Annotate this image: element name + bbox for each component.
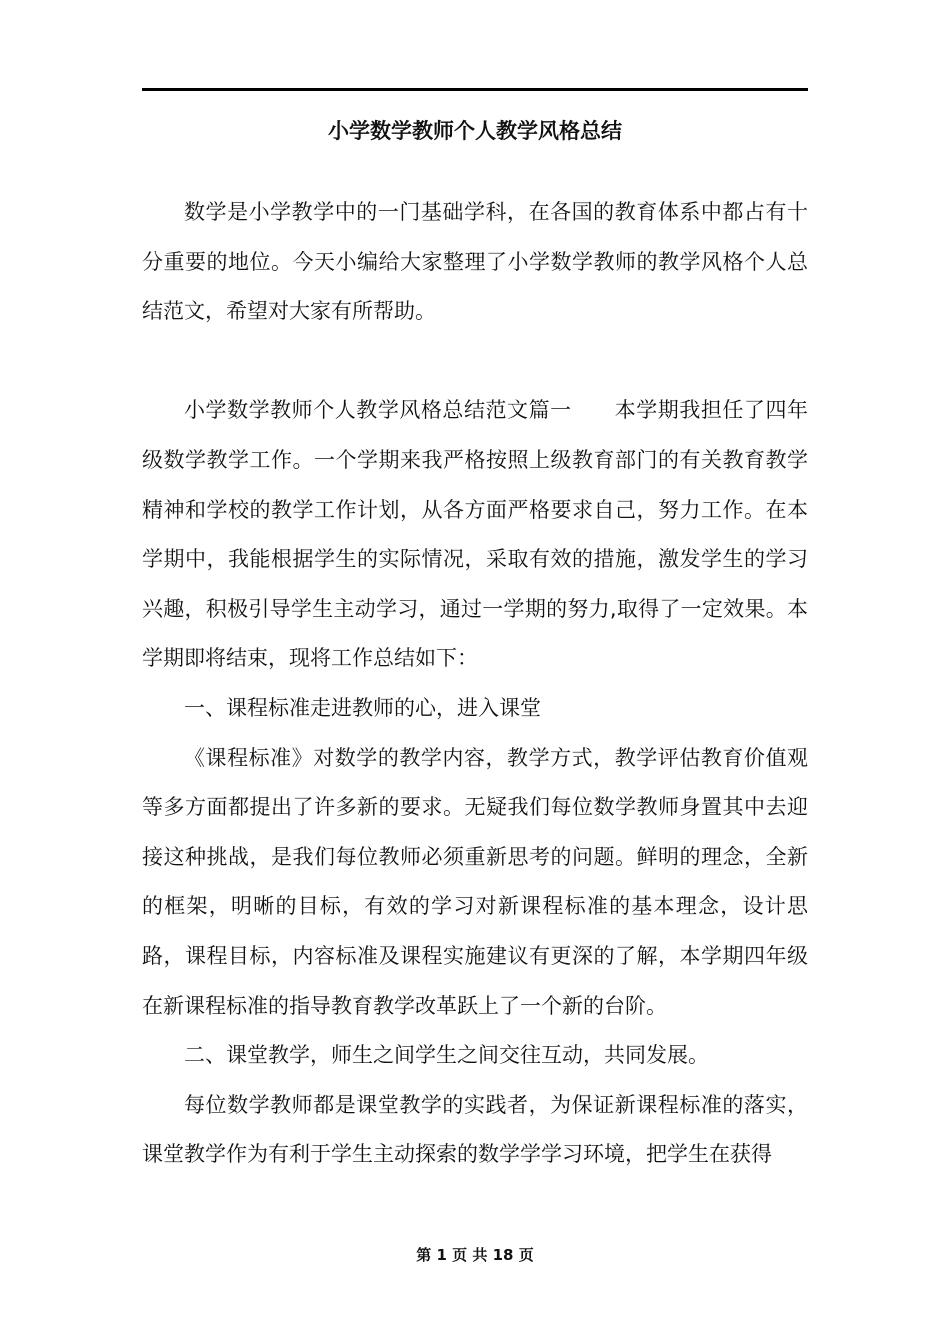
document-body (142, 188, 808, 1180)
header-rule (142, 88, 808, 91)
page-number-footer: 第 1 页 共 18 页 (416, 1246, 534, 1264)
section-one-paragraph: 小学数学教师个人教学风格总结范文篇一 本学期我担任了四年级数学教学工作。一个学期来我严格按照上级教育部门的有关教育教学精神和学校的教学工作计划，从各方面严格要求自己，努力工作。在本学期中，我能根据学生的实际情况，采取有效的措施，激发学生的学习兴趣，积极引导学生主动学习，通过一学期的努力,取得了一定效果。本学期即将结束，现将工作总结如下： (142, 398, 808, 671)
classroom-paragraph: 每位数学教师都是课堂教学的实践者，为保证新课程标准的落实，课堂教学作为有利于学生主动探索的数学学学习环境，把学生在获得 (142, 1092, 808, 1167)
heading-paragraph-one: 一、课程标准走进教师的心，进入课堂 (184, 695, 541, 720)
curriculum-paragraph: 《课程标准》对数学的教学内容，教学方式，教学评估教育价值观等多方面都提出了许多新的要求。无疑我们每位数学教师身置其中去迎接这种挑战，是我们每位教师必须重新思考的问题。鲜明的理念，全新的框架，明晰的目标，有效的学习对新课程标准的基本理念，设计思路，课程目标，内容标准及课程实施建议有更深的了解，本学期四年级在新课程标准的指导教育教学改革跃上了一个新的台阶。 (142, 745, 808, 1018)
heading-paragraph-two: 二、课堂教学，师生之间学生之间交往互动，共同发展。 (184, 1043, 709, 1068)
intro-paragraph: 数学是小学教学中的一门基础学科，在各国的教育体系中都占有十分重要的地位。今天小编给大家整理了小学数学教师的教学风格个人总结范文，希望对大家有所帮助。 (142, 200, 808, 324)
document-title: 小学数学教师个人教学风格总结 (328, 119, 622, 143)
